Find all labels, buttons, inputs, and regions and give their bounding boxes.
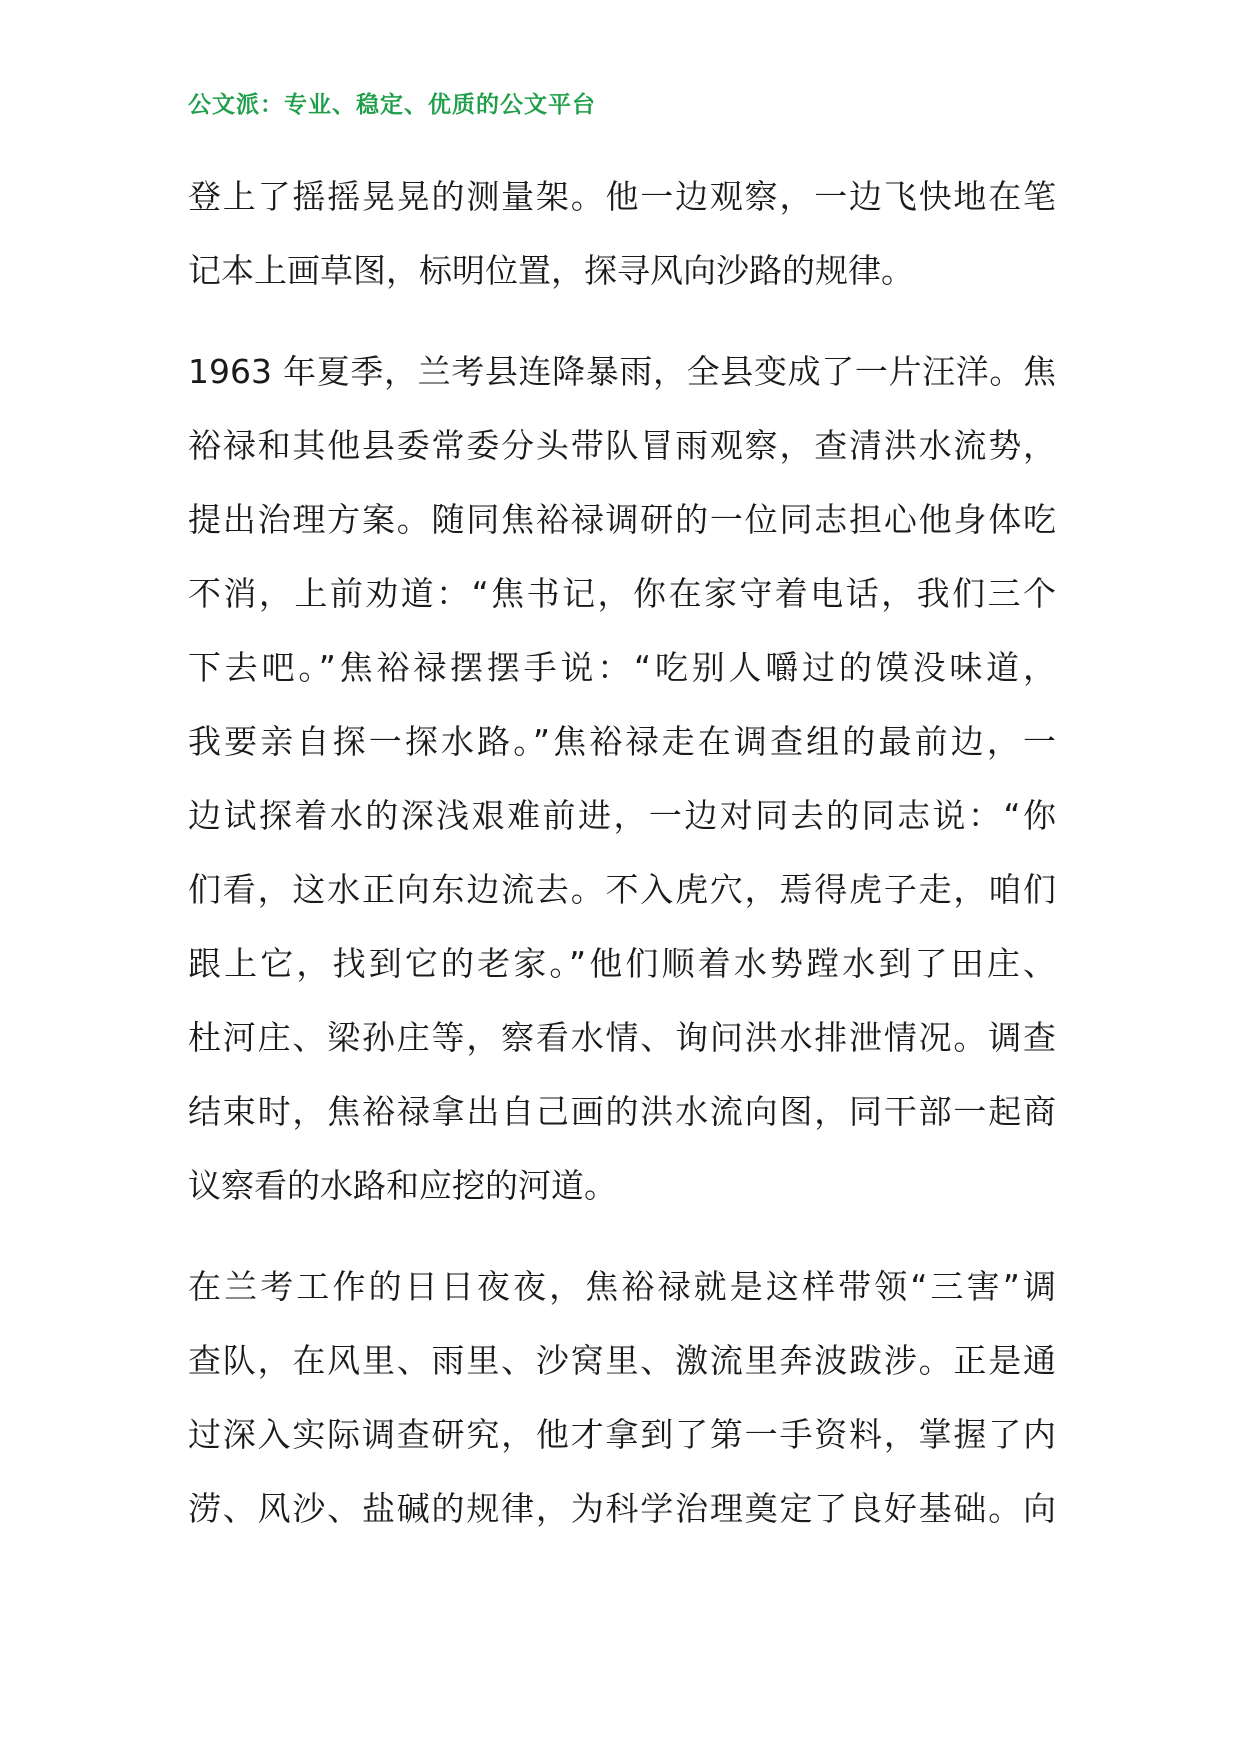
text-line: 查队，在风里、雨里、沙窝里、激流里奔波跋涉。正是通 — [188, 1341, 1056, 1380]
text-line: 们看，这水正向东边流去。不入虎穴，焉得虎子走，咱们 — [188, 870, 1056, 909]
text-line: 跟上它，找到它的老家。”他们顺着水势蹚水到了田庄、 — [188, 944, 1056, 983]
text-line: 我要亲自探一探水路。”焦裕禄走在调查组的最前边，一 — [188, 722, 1056, 761]
text-line: 登上了摇摇晃晃的测量架。他一边观察，一边飞快地在笔 — [188, 177, 1056, 216]
text-line: 提出治理方案。随同焦裕禄调研的一位同志担心他身体吃 — [188, 500, 1056, 539]
text-line: 边试探着水的深浅艰难前进，一边对同去的同志说：“你 — [188, 796, 1056, 835]
text-line: 过深入实际调查研究，他才拿到了第一手资料，掌握了内 — [188, 1415, 1056, 1454]
text-line: 结束时，焦裕禄拿出自己画的洪水流向图，同干部一起商 — [188, 1092, 1056, 1131]
text-line: 涝、风沙、盐碱的规律，为科学治理奠定了良好基础。向 — [188, 1489, 1056, 1528]
text-line: 记本上画草图，标明位置，探寻风向沙路的规律。 — [188, 251, 914, 290]
paragraph-2 — [188, 335, 1056, 1223]
text-line: 议察看的水路和应挖的河道。 — [188, 1166, 617, 1205]
text-line: 杜河庄、梁孙庄等，察看水情、询问洪水排泄情况。调查 — [188, 1018, 1056, 1057]
paragraph-1 — [188, 160, 1056, 308]
text-line: 不消，上前劝道：“焦书记，你在家守着电话，我们三个 — [188, 574, 1056, 613]
document-body — [188, 160, 1056, 1573]
site-header: 公文派：专业、稳定、优质的公文平台 — [188, 92, 596, 118]
text-line: 下去吧。”焦裕禄摆摆手说：“吃别人嚼过的馍没味道， — [188, 648, 1056, 687]
text-line: 裕禄和其他县委常委分头带队冒雨观察，查清洪水流势， — [188, 426, 1056, 465]
text-line: 1963 年夏季，兰考县连降暴雨，全县变成了一片汪洋。焦 — [188, 352, 1056, 391]
paragraph-3 — [188, 1250, 1056, 1546]
text-line: 在兰考工作的日日夜夜，焦裕禄就是这样带领“三害”调 — [188, 1267, 1056, 1306]
